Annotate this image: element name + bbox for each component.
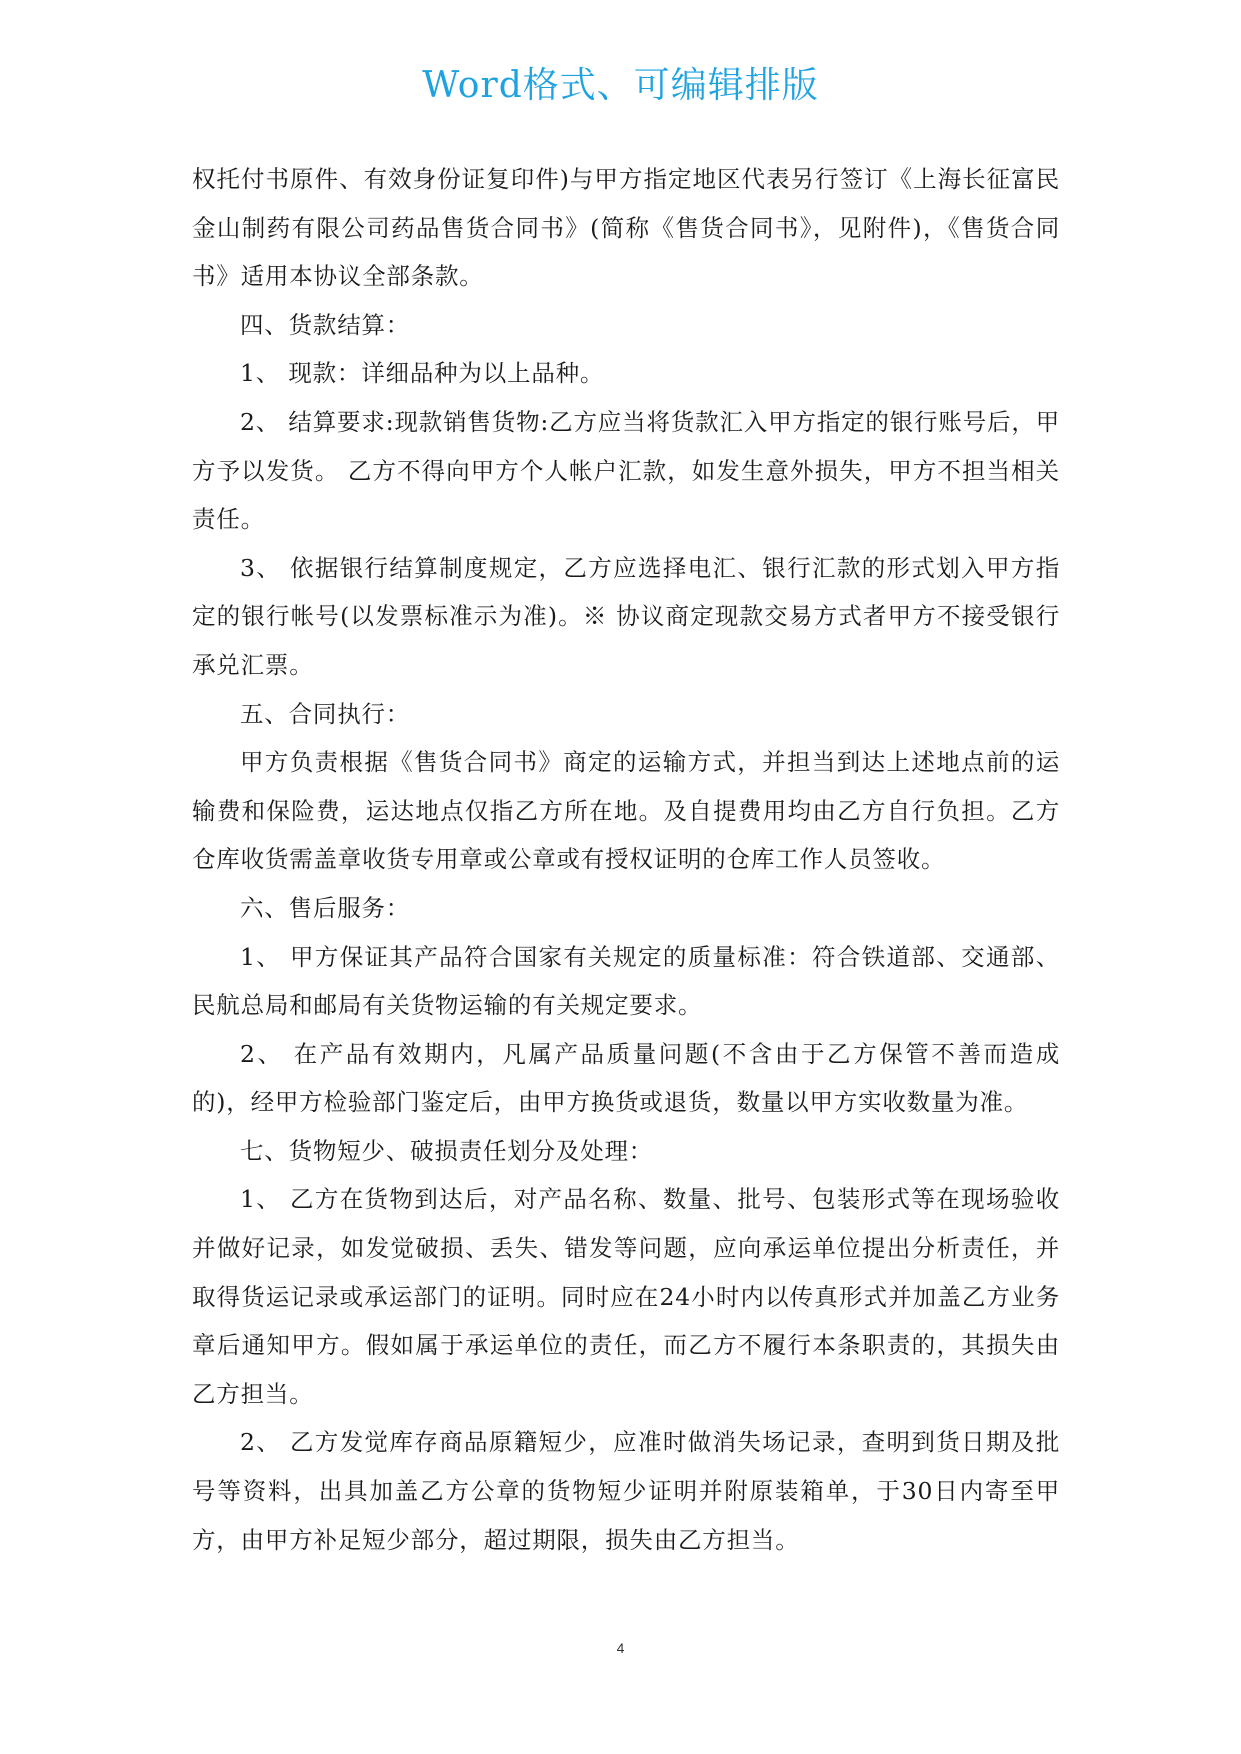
paragraph-payment-2: 2、 结算要求:现款销售货物:乙方应当将货款汇入甲方指定的银行账号后，甲方予以发货。 乙方不得向甲方个人帐户汇款，如发生意外损失，甲方不担当相关责任。 <box>192 407 1060 534</box>
paragraph-payment-1: 1、 现款：详细品种为以上品种。 <box>240 359 605 388</box>
page-header-title: Word格式、可编辑排版 <box>422 65 819 106</box>
section-heading-shortage: 七、货物短少、破损责任划分及处理： <box>240 1136 654 1165</box>
paragraph-execution: 甲方负责根据《售货合同书》商定的运输方式，并担当到达上述地点前的运输费和保险费，运达地点仅指乙方所在地。及自提费用均由乙方自行负担。乙方仓库收货需盖章收货专用章或公章或有授权证明的仓库工作人员签收。 <box>192 748 1060 874</box>
paragraph-after-sales-1: 1、 甲方保证其产品符合国家有关规定的质量标准：符合铁道部、交通部、民航总局和邮局有关货物运输的有关规定要求。 <box>192 942 1060 1020</box>
paragraph-shortage-2: 2、 乙方发觉库存商品原籍短少，应准时做消失场记录，查明到货日期及批号等资料，出具加盖乙方公章的货物短少证明并附原装箱单，于30日内寄至甲方，由甲方补足短少部分，超过期限，损失由乙方担当。 <box>192 1428 1060 1554</box>
paragraph-payment-3: 3、 依据银行结算制度规定，乙方应选择电汇、银行汇款的形式划入甲方指定的银行帐号(以发票标准示为准)。※ 协议商定现款交易方式者甲方不接受银行承兑汇票。 <box>192 553 1060 679</box>
paragraph-shortage-1: 1、 乙方在货物到达后，对产品名称、数量、批号、包装形式等在现场验收并做好记录，如发觉破损、丢失、错发等问题，应向承运单位提出分析责任，并取得货运记录或承运部门的证明。同时应在24小时内以传真形式并加盖乙方业务章后通知甲方。假如属于承运单位的责任，而乙方不履行本条职责的，其损失由乙方担当。 <box>192 1185 1060 1408</box>
section-heading-after-sales: 六、售后服务： <box>240 893 411 922</box>
paragraph-continuation: 权托付书原件、有效身份证复印件)与甲方指定地区代表另行签订《上海长征富民金山制药有限公司药品售货合同书》(简称《售货合同书》，见附件)，《售货合同书》适用本协议全部条款。 <box>192 165 1060 291</box>
document-body <box>192 155 1060 1564</box>
section-heading-execution: 五、合同执行： <box>240 699 411 728</box>
page-number: 4 <box>616 1640 625 1656</box>
section-heading-payment: 四、货款结算： <box>240 310 411 339</box>
paragraph-after-sales-2: 2、 在产品有效期内，凡属产品质量问题(不含由于乙方保管不善而造成的)，经甲方检验部门鉴定后，由甲方换货或退货，数量以甲方实收数量为准。 <box>192 1039 1060 1117</box>
